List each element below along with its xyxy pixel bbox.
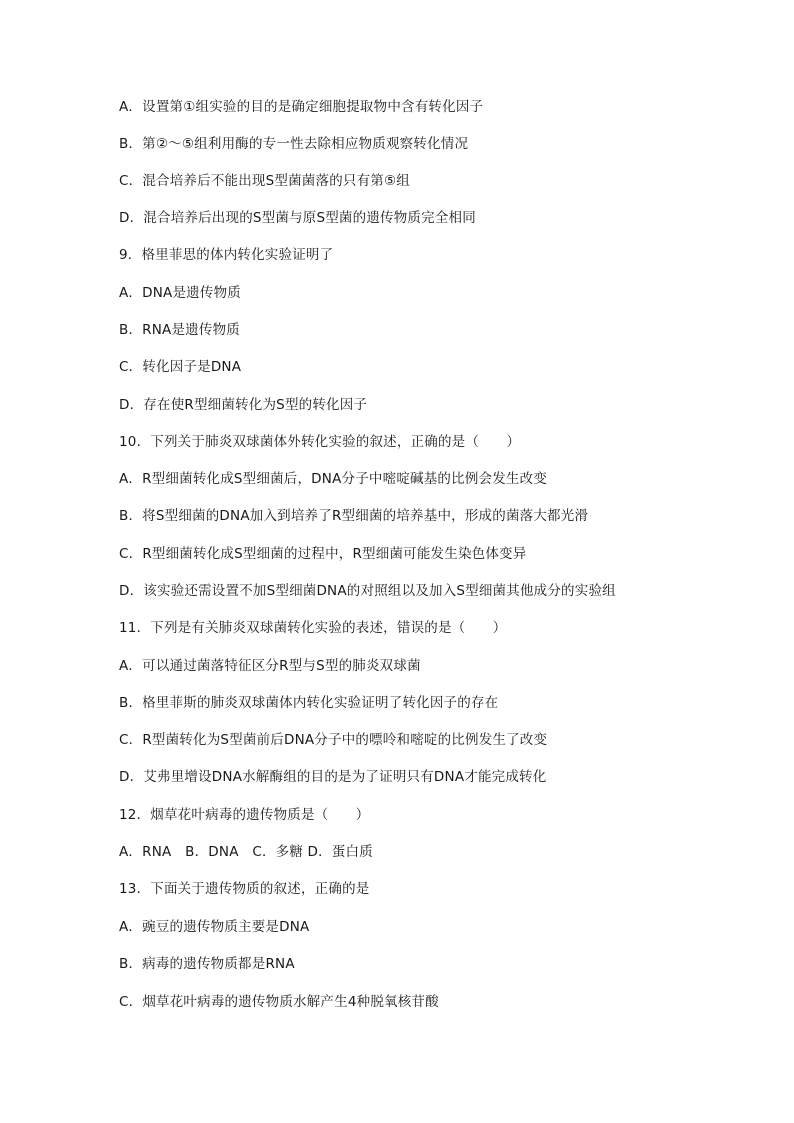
- option-line: D．艾弗里增设DNA水解酶组的目的是为了证明只有DNA才能完成转化: [119, 769, 547, 785]
- option-line: B．第②～⑤组利用酶的专一性去除相应物质观察转化情况: [119, 136, 469, 152]
- option-line: A．设置第①组实验的目的是确定细胞提取物中含有转化因子: [119, 99, 484, 115]
- option-line: B．病毒的遗传物质都是RNA: [119, 956, 295, 972]
- option-line: D．混合培养后出现的S型菌与原S型菌的遗传物质完全相同: [119, 210, 476, 226]
- option-line: B．RNA是遗传物质: [119, 322, 240, 338]
- option-line: A．RNA B．DNA C．多糖 D．蛋白质: [119, 844, 373, 860]
- question-line: 12．烟草花叶病毒的遗传物质是（ ）: [119, 807, 370, 823]
- option-line: D．该实验还需设置不加S型细菌DNA的对照组以及加入S型细菌其他成分的实验组: [119, 583, 616, 599]
- option-line: C．R型菌转化为S型菌前后DNA分子中的嘌呤和嘧啶的比例发生了改变: [119, 732, 548, 748]
- option-line: B．将S型细菌的DNA加入到培养了R型细菌的培养基中，形成的菌落大都光滑: [119, 508, 589, 524]
- question-line: 11．下列是有关肺炎双球菌转化实验的表述，错误的是（ ）: [119, 620, 507, 636]
- option-line: C．混合培养后不能出现S型菌菌落的只有第⑤组: [119, 173, 410, 189]
- option-line: C．转化因子是DNA: [119, 359, 242, 375]
- option-line: C．R型细菌转化成S型细菌的过程中，R型细菌可能发生染色体变异: [119, 546, 527, 562]
- option-line: C．烟草花叶病毒的遗传物质水解产生4种脱氧核苷酸: [119, 994, 439, 1010]
- option-line: B．格里菲斯的肺炎双球菌体内转化实验证明了转化因子的存在: [119, 695, 499, 711]
- question-line: 9．格里菲思的体内转化实验证明了: [119, 247, 334, 263]
- option-line: D．存在使R型细菌转化为S型的转化因子: [119, 397, 368, 413]
- question-line: 10．下列关于肺炎双球菌体外转化实验的叙述，正确的是（ ）: [119, 434, 521, 450]
- option-line: A．DNA是遗传物质: [119, 285, 241, 301]
- question-line: 13．下面关于遗传物质的叙述，正确的是: [119, 881, 370, 897]
- option-line: A．豌豆的遗传物质主要是DNA: [119, 919, 310, 935]
- option-line: A．R型细菌转化成S型细菌后，DNA分子中嘧啶碱基的比例会发生改变: [119, 471, 548, 487]
- option-line: A．可以通过菌落特征区分R型与S型的肺炎双球菌: [119, 658, 421, 674]
